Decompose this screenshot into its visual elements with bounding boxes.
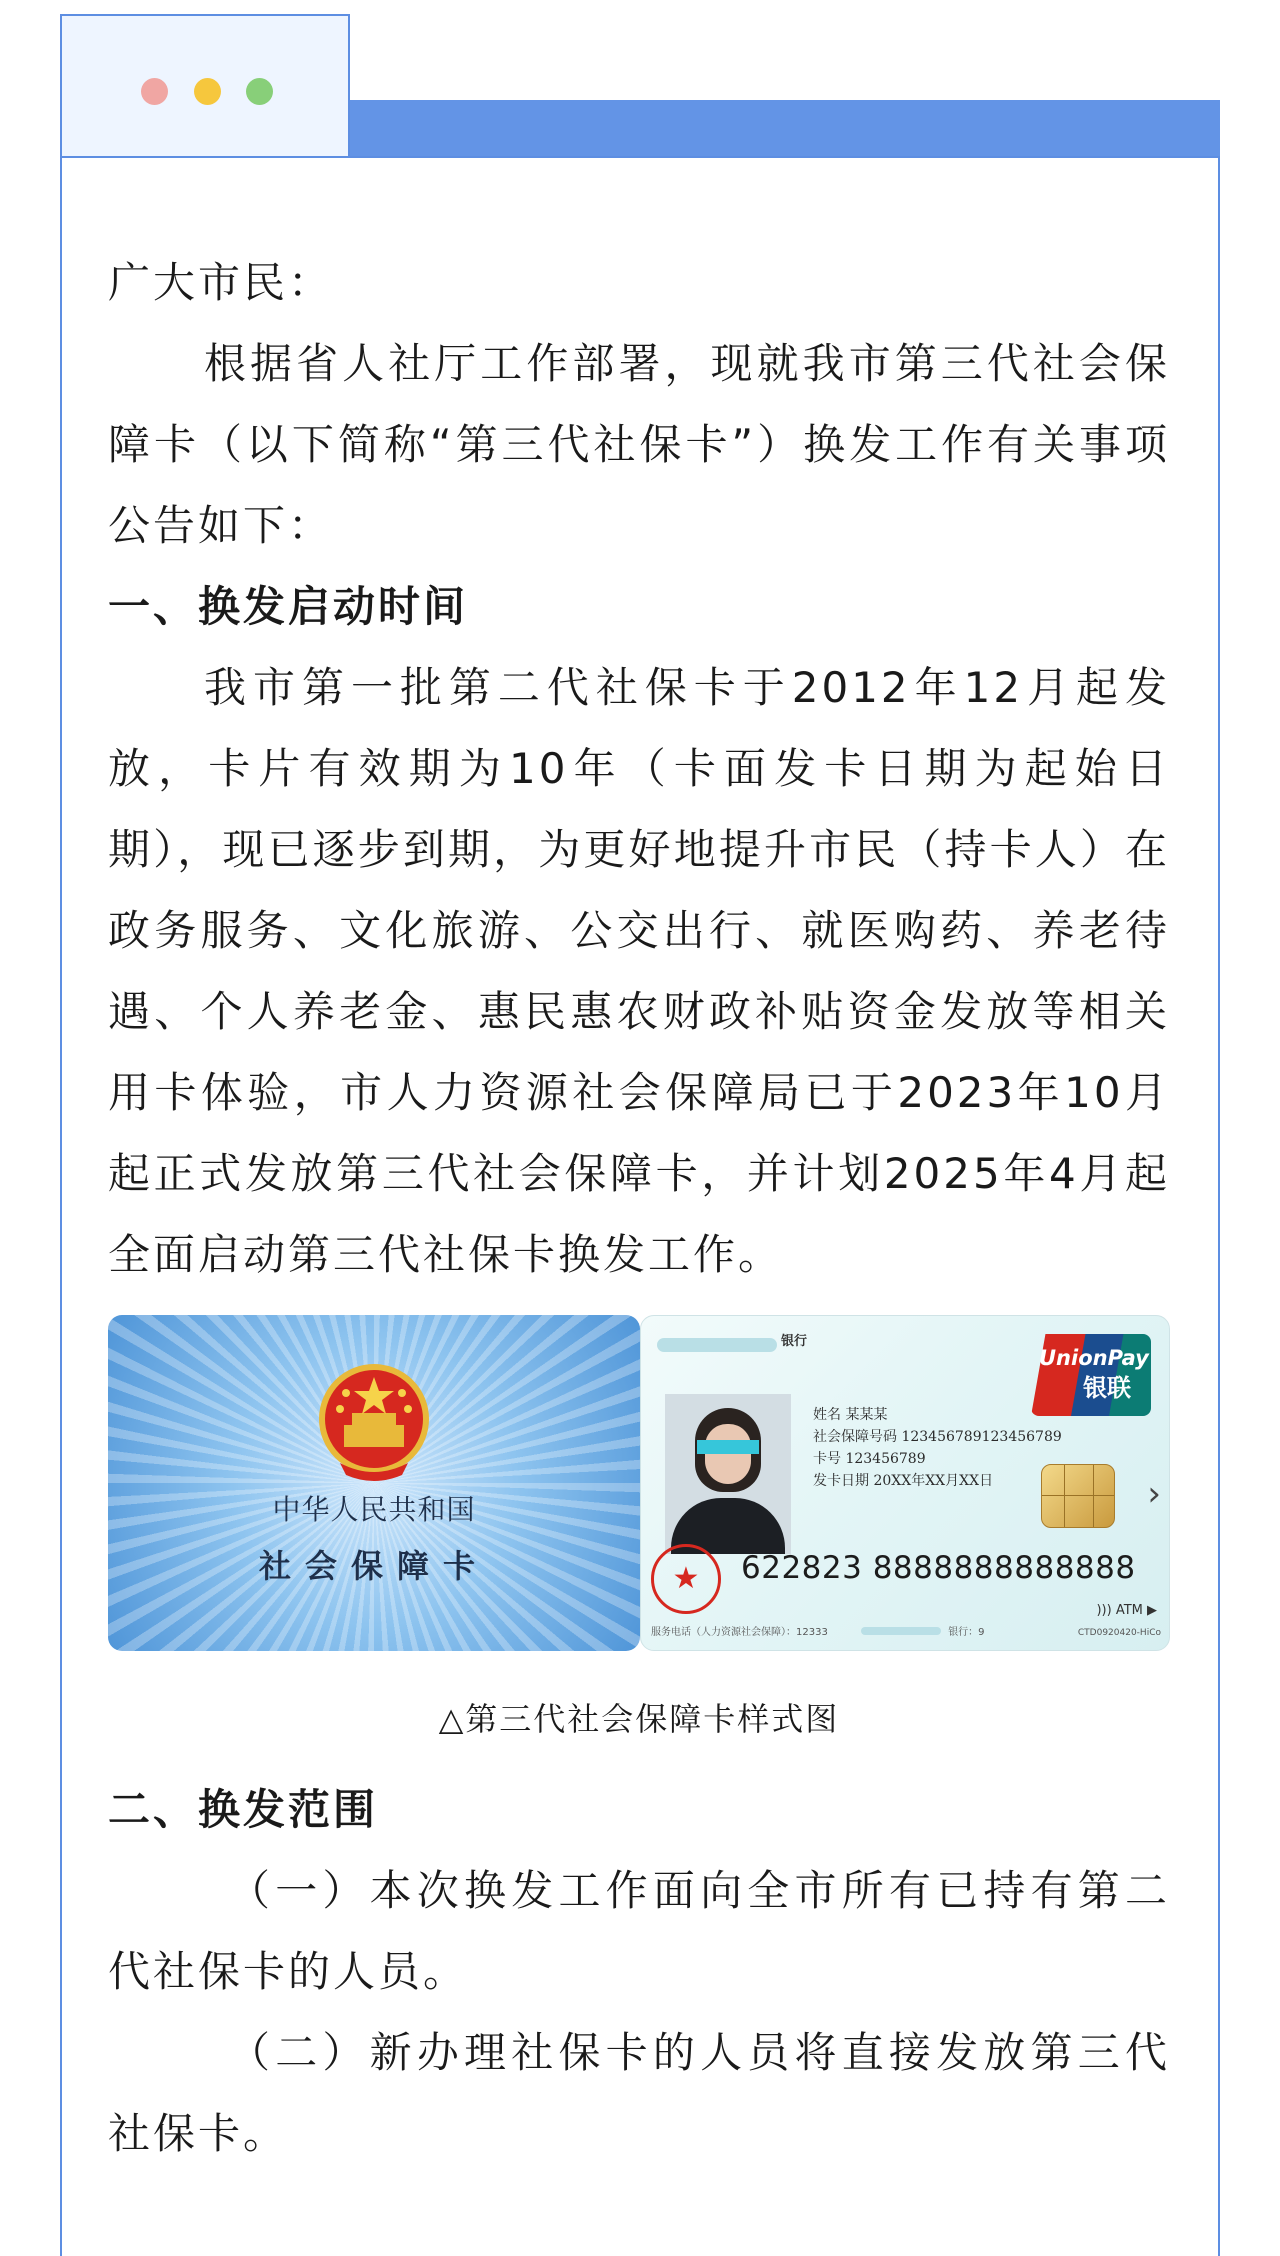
card-front xyxy=(108,1315,640,1651)
national-emblem-icon xyxy=(318,1363,430,1481)
redacted-bar xyxy=(861,1627,941,1635)
card-front-subtitle: 社会保障卡 xyxy=(258,1547,489,1585)
bank-phone: 银行：9 xyxy=(948,1627,985,1638)
section-2-title: 二、换发范围 xyxy=(108,1785,379,1834)
card-footer xyxy=(651,1626,985,1640)
unionpay-cn-text: 银联 xyxy=(1083,1374,1131,1402)
green-dot-icon xyxy=(246,78,273,105)
chevron-right-icon: › xyxy=(1147,1474,1161,1514)
holder-photo xyxy=(665,1394,791,1554)
seal-icon: ★ xyxy=(651,1544,721,1614)
article-content xyxy=(108,242,1170,2174)
holder-ssn: 社会保障号码 123456789123456789 xyxy=(813,1429,1062,1445)
chip-icon xyxy=(1041,1464,1115,1528)
holder-card-number: 卡号 123456789 xyxy=(813,1451,926,1467)
card-serial: CTD0920420-HiCo xyxy=(1077,1628,1161,1638)
holder-info xyxy=(813,1404,1062,1492)
holder-issue-date: 发卡日期 20XX年XX月XX日 xyxy=(813,1473,994,1489)
intro-paragraph: 根据省人社厅工作部署，现就我市第三代社会保障卡（以下简称“第三代社保卡”）换发工作有关事项公告如下： xyxy=(108,339,1170,550)
holder-name: 姓名 某某某 xyxy=(813,1407,888,1423)
greeting: 广大市民： xyxy=(108,258,334,307)
section-1-title: 一、换发启动时间 xyxy=(108,582,469,631)
section-2-item-1: （一）本次换发工作面向全市所有已持有第二代社保卡的人员。 xyxy=(108,1866,1170,1996)
card-sample-image xyxy=(108,1315,1170,1651)
unionpay-text: UnionPay xyxy=(1039,1346,1149,1370)
window-tab xyxy=(60,14,350,156)
yellow-dot-icon xyxy=(194,78,221,105)
section-1-body: 我市第一批第二代社保卡于2012年12月起发放，卡片有效期为10年（卡面发卡日期为起始日期），现已逐步到期，为更好地提升市民（持卡人）在政务服务、文化旅游、公交出行、就医购药、养老待遇、个人养老金、惠民惠农财政补贴资金发放等相关用卡体验，市人力资源社会保障局已于2023年10月起正式发放第三代社会保障卡，并计划2025年4月起全面启动第三代社保卡换发工作。 xyxy=(108,663,1170,1279)
bank-label: 银行 xyxy=(781,1334,808,1349)
card-back xyxy=(640,1315,1170,1651)
atm-contactless-label: ))) ATM ▶ xyxy=(1096,1603,1157,1618)
card-front-title: 中华人民共和国 xyxy=(272,1493,476,1526)
header-bar xyxy=(350,100,1220,158)
service-phone: 服务电话（人力资源社会保障）：12333 xyxy=(651,1627,828,1638)
bank-card-number: 622823 8888888888888 xyxy=(741,1550,1136,1586)
image-caption: △第三代社会保障卡样式图 xyxy=(438,1700,840,1738)
section-2-item-2: （二）新办理社保卡的人员将直接发放第三代社保卡。 xyxy=(108,2028,1170,2158)
red-dot-icon xyxy=(141,78,168,105)
bank-name-redacted xyxy=(657,1338,777,1352)
